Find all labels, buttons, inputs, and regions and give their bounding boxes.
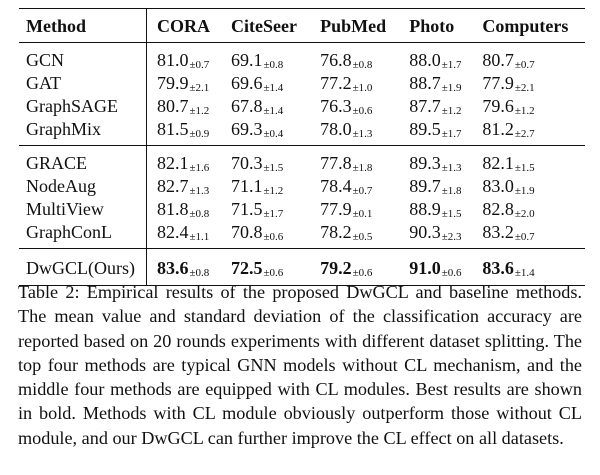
std-value: ±0.8 xyxy=(189,267,210,279)
mean-value: 79.2 xyxy=(320,258,352,278)
table-body xyxy=(19,43,585,286)
method-cell: GraphConL xyxy=(19,220,147,249)
header-cora: CORA xyxy=(147,9,221,43)
mean-value: 89.5 xyxy=(409,118,441,139)
std-value: ±0.6 xyxy=(263,230,284,243)
std-value: ±1.9 xyxy=(514,184,535,197)
mean-value: 82.8 xyxy=(482,198,514,219)
value-cell xyxy=(147,174,221,197)
mean-value: 88.7 xyxy=(409,72,441,93)
mean-value: 91.0 xyxy=(409,258,441,278)
table-row xyxy=(19,197,585,220)
std-value: ±1.1 xyxy=(189,230,210,243)
std-value: ±1.9 xyxy=(441,81,462,94)
method-cell: GraphSAGE xyxy=(19,94,147,117)
mean-value: 70.8 xyxy=(230,221,263,242)
value-cell xyxy=(399,43,472,72)
mean-value: 82.1 xyxy=(157,152,189,173)
mean-value: 82.1 xyxy=(482,152,514,173)
std-value: ±1.2 xyxy=(263,184,284,197)
value-cell xyxy=(472,146,585,175)
table-row xyxy=(19,94,585,117)
value-cell xyxy=(310,197,399,220)
std-value: ±0.6 xyxy=(352,104,373,117)
mean-value: 77.9 xyxy=(482,72,514,93)
mean-value: 88.0 xyxy=(409,49,441,70)
value-cell xyxy=(310,117,399,146)
std-value: ±0.5 xyxy=(352,230,373,243)
std-value: ±0.6 xyxy=(352,267,373,279)
table-header-row xyxy=(19,9,585,43)
value-cell xyxy=(310,146,399,175)
std-value: ±0.6 xyxy=(263,267,284,279)
value-cell xyxy=(472,220,585,249)
std-value: ±1.8 xyxy=(352,161,373,174)
value-cell xyxy=(399,71,472,94)
mean-value: 83.0 xyxy=(482,175,514,196)
value-cell xyxy=(310,43,399,72)
value-cell xyxy=(399,117,472,146)
value-cell xyxy=(147,197,221,220)
value-cell xyxy=(147,43,221,72)
std-value: ±0.7 xyxy=(514,230,535,243)
method-cell: NodeAug xyxy=(19,174,147,197)
mean-value: 90.3 xyxy=(409,221,441,242)
std-value: ±1.7 xyxy=(441,58,462,71)
mean-value: 88.9 xyxy=(409,198,441,219)
mean-value: 81.0 xyxy=(157,49,189,70)
std-value: ±1.0 xyxy=(352,81,373,94)
results-table xyxy=(19,8,585,286)
mean-value: 67.8 xyxy=(230,95,263,116)
value-cell xyxy=(472,43,585,72)
mean-value: 69.6 xyxy=(230,72,263,93)
mean-value: 83.2 xyxy=(482,221,514,242)
std-value: ±1.2 xyxy=(514,104,535,117)
value-cell xyxy=(221,146,310,175)
value-cell xyxy=(310,94,399,117)
mean-value: 72.5 xyxy=(230,258,263,278)
std-value: ±1.7 xyxy=(263,207,284,220)
mean-value: 76.3 xyxy=(320,95,352,116)
value-cell xyxy=(399,146,472,175)
value-cell xyxy=(221,71,310,94)
value-cell xyxy=(310,174,399,197)
std-value: ±0.9 xyxy=(189,127,210,140)
header-pubmed: PubMed xyxy=(310,9,399,43)
mean-value: 89.3 xyxy=(409,152,441,173)
method-cell: GRACE xyxy=(19,146,147,175)
value-cell xyxy=(221,117,310,146)
std-value: ±1.8 xyxy=(441,184,462,197)
mean-value: 81.2 xyxy=(482,118,514,139)
method-cell: GCN xyxy=(19,43,147,72)
mean-value: 82.4 xyxy=(157,221,189,242)
std-value: ±1.3 xyxy=(189,184,210,197)
mean-value: 79.6 xyxy=(482,95,514,116)
table-row xyxy=(19,71,585,94)
mean-value: 78.0 xyxy=(320,118,352,139)
table-caption: Table 2: Empirical results of the proposed DwGCL and baseline methods. The mean value and standard deviation of the classification accuracy are reported based on 20 rounds experiments with different dataset splitting. The top four methods are typical GNN models without CL mechanism, and the middle four methods are equipped with CL modules. Best results are shown in bold. Methods with CL module obviously outperform those without CL module, and our DwGCL can further improve the CL effect on all datasets. xyxy=(18,282,582,448)
mean-value: 79.9 xyxy=(157,72,189,93)
value-cell xyxy=(399,197,472,220)
std-value: ±0.7 xyxy=(352,184,373,197)
mean-value: 77.9 xyxy=(320,198,352,219)
std-value: ±0.1 xyxy=(352,207,373,220)
value-cell xyxy=(472,117,585,146)
std-value: ±1.4 xyxy=(263,81,284,94)
method-cell: MultiView xyxy=(19,197,147,220)
mean-value: 81.8 xyxy=(157,198,189,219)
mean-value: 81.5 xyxy=(157,118,189,139)
std-value: ±0.8 xyxy=(352,58,373,71)
value-cell xyxy=(310,220,399,249)
std-value: ±1.3 xyxy=(352,127,373,140)
std-value: ±2.7 xyxy=(514,127,535,140)
mean-value: 69.3 xyxy=(230,118,263,139)
value-cell xyxy=(147,117,221,146)
mean-value: 69.1 xyxy=(230,49,263,70)
value-cell xyxy=(147,220,221,249)
table-row xyxy=(19,43,585,72)
std-value: ±2.1 xyxy=(514,81,535,94)
std-value: ±0.8 xyxy=(263,58,284,71)
std-value: ±0.7 xyxy=(514,58,535,71)
mean-value: 77.8 xyxy=(320,152,352,173)
mean-value: 83.6 xyxy=(482,258,514,278)
std-value: ±1.3 xyxy=(441,161,462,174)
std-value: ±2.3 xyxy=(441,230,462,243)
value-cell xyxy=(221,174,310,197)
header-photo: Photo xyxy=(399,9,472,43)
std-value: ±1.5 xyxy=(514,161,535,174)
value-cell xyxy=(221,43,310,72)
mean-value: 78.4 xyxy=(320,175,352,196)
std-value: ±1.6 xyxy=(189,161,210,174)
mean-value: 76.8 xyxy=(320,49,352,70)
method-cell: DwGCL(Ours) xyxy=(19,249,147,286)
mean-value: 71.1 xyxy=(230,175,263,196)
value-cell xyxy=(310,71,399,94)
header-citeseer: CiteSeer xyxy=(221,9,310,43)
value-cell xyxy=(472,174,585,197)
header-method: Method xyxy=(19,9,147,43)
mean-value: 87.7 xyxy=(409,95,441,116)
mean-value: 89.7 xyxy=(409,175,441,196)
value-cell xyxy=(147,71,221,94)
method-cell: GraphMix xyxy=(19,117,147,146)
value-cell xyxy=(399,220,472,249)
mean-value: 82.7 xyxy=(157,175,189,196)
header-computers: Computers xyxy=(472,9,585,43)
value-cell xyxy=(399,94,472,117)
std-value: ±1.2 xyxy=(189,104,210,117)
std-value: ±1.5 xyxy=(263,161,284,174)
value-cell xyxy=(472,197,585,220)
mean-value: 83.6 xyxy=(157,258,189,278)
std-value: ±1.7 xyxy=(441,127,462,140)
value-cell xyxy=(472,71,585,94)
value-cell xyxy=(221,94,310,117)
std-value: ±0.7 xyxy=(189,58,210,71)
table-row xyxy=(19,174,585,197)
mean-value: 78.2 xyxy=(320,221,352,242)
std-value: ±1.2 xyxy=(441,104,462,117)
table-row xyxy=(19,146,585,175)
std-value: ±0.4 xyxy=(263,127,284,140)
value-cell xyxy=(221,220,310,249)
value-cell xyxy=(147,146,221,175)
std-value: ±1.5 xyxy=(441,207,462,220)
std-value: ±1.4 xyxy=(263,104,284,117)
std-value: ±0.8 xyxy=(189,207,210,220)
value-cell xyxy=(221,197,310,220)
std-value: ±2.1 xyxy=(189,81,210,94)
table-row xyxy=(19,220,585,249)
mean-value: 71.5 xyxy=(230,198,263,219)
mean-value: 80.7 xyxy=(157,95,189,116)
value-cell xyxy=(147,94,221,117)
std-value: ±1.4 xyxy=(514,267,535,279)
value-cell xyxy=(472,94,585,117)
std-value: ±2.0 xyxy=(514,207,535,220)
value-cell xyxy=(399,174,472,197)
mean-value: 70.3 xyxy=(230,152,263,173)
method-cell: GAT xyxy=(19,71,147,94)
table-row xyxy=(19,117,585,146)
std-value: ±0.6 xyxy=(441,267,462,279)
mean-value: 80.7 xyxy=(482,49,514,70)
mean-value: 77.2 xyxy=(320,72,352,93)
